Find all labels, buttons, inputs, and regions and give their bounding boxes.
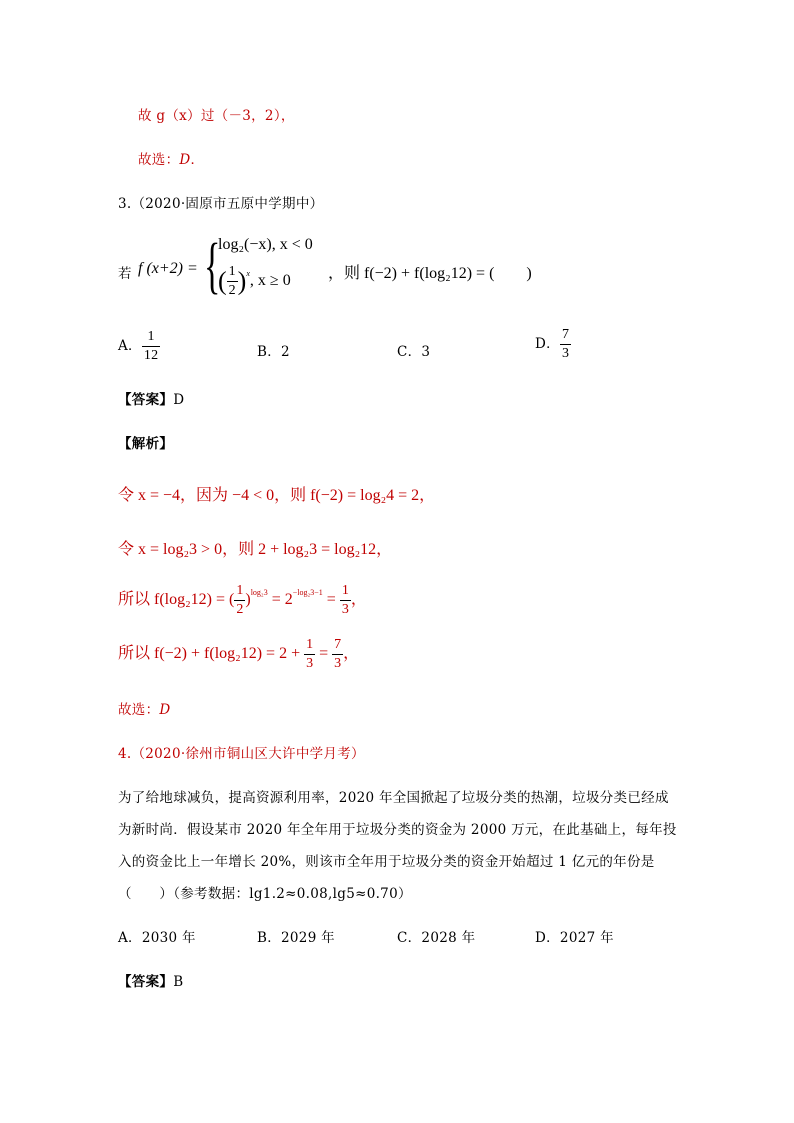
q3-piece-2: ( $\frac{1}{2}$ )$^x$, x ≥ 0 <box>218 264 291 298</box>
q4-line-3: 入的资金比上一年增长 20%，则该市全年用于垃圾分类的资金开始超过 1 亿元的年份是 <box>118 854 655 870</box>
q3-step-2: 令 x = log₂3 > 0，则 2 + log₂3 = log₂12， <box>118 541 393 558</box>
answer-tag: 【答案】 <box>118 392 174 408</box>
step3-half-fraction: $\frac{1}{2}$ <box>236 583 244 617</box>
q3-answer <box>118 388 184 408</box>
piecewise-brace: { <box>204 232 221 300</box>
answer-value: D <box>173 392 185 408</box>
q3-step-4: 所以 f(−2) + f(log₂12) = 2 + $\frac{1}{3}$ = $\frac{7}{3}$ ， <box>118 637 360 671</box>
option-a-fraction: $\frac{1}{12}$ <box>143 329 159 363</box>
prev-conclusion <box>138 148 204 168</box>
q3-source: 3.（2020·固原市五原中学期中） <box>118 196 324 212</box>
q3-conclusion: 故选：D <box>118 702 171 718</box>
q3-piece-1: log₂(−x), x < 0 <box>218 236 313 253</box>
q4-answer: 【答案】B <box>118 974 184 990</box>
q3-option-d: D． $\frac{7}{3}$ <box>535 327 570 361</box>
q3-option-a: A． $\frac{1}{12}$ <box>118 329 159 363</box>
q3-stem <box>118 232 618 307</box>
prev-solution-line: 故 g（x）过（－3，2）， <box>138 108 295 124</box>
option-d-fraction: $\frac{7}{3}$ <box>561 327 570 361</box>
q4-option-b: B．2029 年 <box>257 930 335 946</box>
q4-option-d: D．2027 年 <box>535 930 614 946</box>
q3-analysis-tag: 【解析】 <box>118 436 174 452</box>
q4-source: 4.（2020·徐州市铜山区大许中学月考） <box>118 746 365 762</box>
step3-third-fraction: $\frac{1}{3}$ <box>341 583 349 617</box>
q4-line-2: 为新时尚．假设某市 2020 年全年用于垃圾分类的资金为 2000 万元，在此基础上，每年投 <box>118 822 677 838</box>
q3-option-b: B．2 <box>257 344 290 360</box>
conclusion-answer: D <box>179 152 191 168</box>
q3-function-head: f (x+2) = <box>138 260 198 277</box>
q3-stem-prefix: 若 <box>118 266 132 282</box>
half-fraction: $\frac{1}{2}$ <box>228 264 236 298</box>
q3-option-c: C．3 <box>397 344 431 360</box>
q3-step-3: 所以 f(log₂12) = ( $\frac{1}{2}$ )$^{log_23} = 2^{-log_23-1}$ = $\frac{1}{3}$ ， <box>118 583 367 617</box>
q4-option-c: C．2028 年 <box>397 930 476 946</box>
conclusion-label: 故选： <box>138 152 180 168</box>
q4-line-1: 为了给地球减负，提高资源利用率，2020 年全国掀起了垃圾分类的热潮，垃圾分类已经成 <box>118 790 669 806</box>
q3-stem-suffix: ，则 f(−2) + f(log₂12) = ( ) <box>328 265 532 282</box>
q4-option-a: A．2030 年 <box>118 930 196 946</box>
step4-third-fraction: $\frac{1}{3}$ <box>306 637 314 671</box>
step4-seven-thirds-fraction: $\frac{7}{3}$ <box>334 637 342 671</box>
q3-step-1: 令 x = −4，因为 −4 < 0，则 f(−2) = log₂4 = 2， <box>118 487 436 504</box>
conclusion-period: ． <box>190 152 205 168</box>
q4-line-4: （ ）（参考数据：lg1.2≈0.08,lg5≈0.70） <box>118 886 412 902</box>
